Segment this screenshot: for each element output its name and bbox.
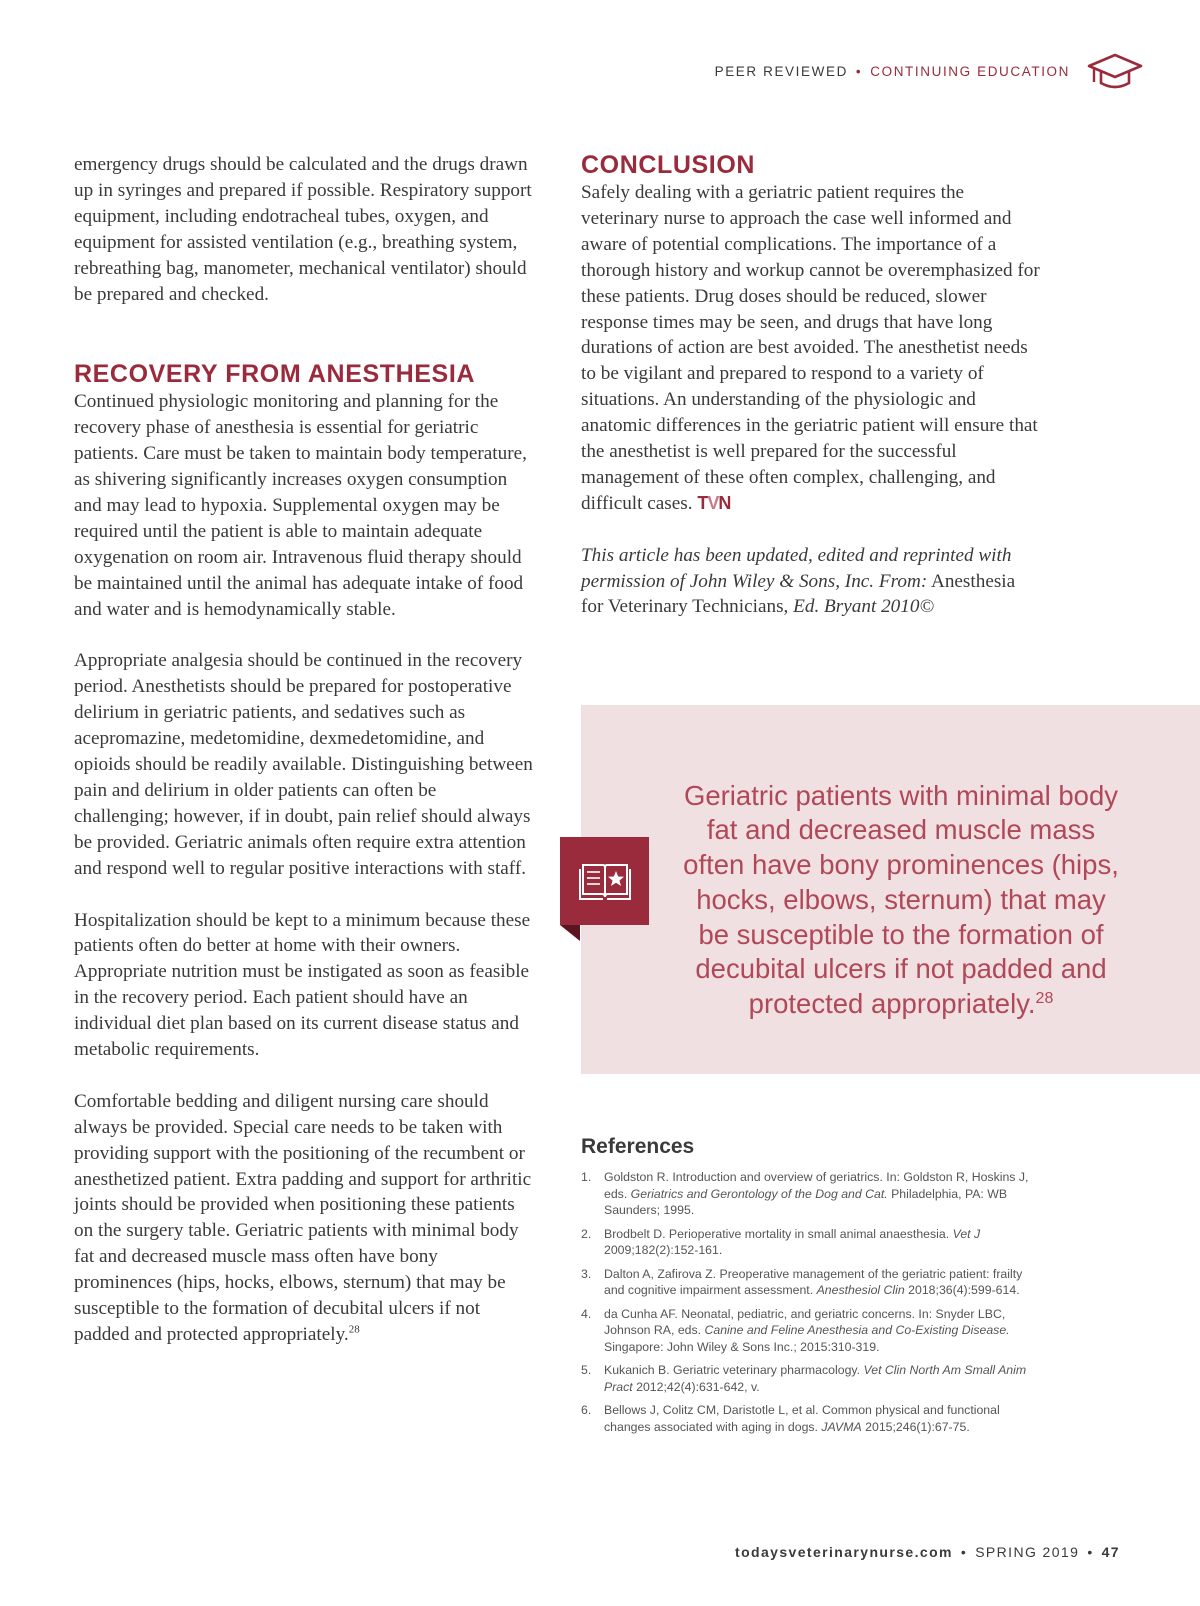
recovery-paragraph-4-text: Comfortable bedding and diligent nursing care should always be provided. Special care needs to be taken with providing support with the positioning of the recumbent or anesthetized patient. Extra padding and support for arthritic joints should be provided when positioning these patients on the surgery table. Geriatric patients with minimal body fat and decreased muscle mass often have bony prominences (hips, hocks, elbows, sternum) that may be susceptible to the formation of decubital ulcers if not padded and protected appropriately. bbox=[74, 1090, 532, 1346]
reference-item bbox=[581, 1306, 1031, 1356]
reference-text bbox=[604, 1362, 1031, 1395]
reference-text-a: Brodbelt D. Perioperative mortality in small animal anaesthesia. bbox=[604, 1226, 953, 1241]
right-column bbox=[581, 150, 1041, 646]
left-column bbox=[74, 152, 534, 1374]
references-section bbox=[581, 1135, 1031, 1442]
reference-text bbox=[604, 1306, 1031, 1356]
intro-paragraph: emergency drugs should be calculated and the drugs drawn up in syringes and prepared if possible. Respiratory support equipment, including endotracheal tubes, oxygen, and equipment for assisted ventilation (e.g., breathing system, rebreathing bag, manometer, mechanical ventilator) should be prepared and checked. bbox=[74, 154, 532, 305]
recovery-paragraph-2: Appropriate analgesia should be continued in the recovery period. Anesthetists should be prepared for postoperative delirium in geriatric patients, and sedatives such as acepromazine, medetomidine, dexmedetomidine, and opioids should be readily available. Distinguishing between pain and delirium in older patients can often be challenging; however, if in doubt, pain relief should always be provided. Geriatric animals often require extra attention and respond well to regular positive interactions with staff. bbox=[74, 650, 533, 879]
pull-quote-body: Geriatric patients with minimal body fat and decreased muscle mass often have bony prominences (hips, hocks, elbows, sternum) that may be susceptible to the formation of decubital ulcers if not padded and protected appropriately. bbox=[683, 779, 1119, 1020]
reference-text bbox=[604, 1226, 1031, 1259]
reference-item bbox=[581, 1362, 1031, 1395]
reference-number: 6. bbox=[581, 1403, 592, 1417]
reference-item bbox=[581, 1266, 1031, 1299]
footer-issue: SPRING 2019 bbox=[975, 1544, 1080, 1560]
reference-text-b: Singapore: John Wiley & Sons Inc.; 2015:310-319. bbox=[604, 1339, 880, 1354]
tvn-logo-n: N bbox=[718, 492, 731, 513]
footer-site-link[interactable]: todaysveterinarynurse.com bbox=[735, 1544, 953, 1560]
reference-text-italic: Vet Clin North Am Small Anim Pract bbox=[604, 1363, 1027, 1394]
reference-item bbox=[581, 1226, 1031, 1259]
recovery-paragraph-4 bbox=[74, 1089, 534, 1348]
reference-text-a: da Cunha AF. Neonatal, pediatric, and geriatric concerns. In: Snyder LBC, Johnson RA, eds. bbox=[604, 1306, 1006, 1337]
book-star-icon bbox=[579, 859, 631, 903]
header-category: CONTINUING EDUCATION bbox=[870, 64, 1070, 79]
credit-book-title: Anesthesia for Veterinary Technicians, bbox=[581, 570, 1016, 618]
pull-quote-box bbox=[581, 705, 1200, 1074]
reference-text-b: Philadelphia, PA: WB Saunders; 1995. bbox=[604, 1186, 1008, 1217]
footer-separator-1: • bbox=[960, 1544, 968, 1560]
credit-italic-1: This article has been updated, edited and reprinted with permission of John Wiley & Sons, Inc. From: bbox=[581, 544, 1012, 592]
reference-item bbox=[581, 1169, 1031, 1219]
recovery-paragraph-1: Continued physiologic monitoring and planning for the recovery phase of anesthesia is essential for geriatric patients. Care must be taken to maintain body temperature, as shivering significantly increases oxygen consumption and may lead to hypoxia. Supplemental oxygen may be required until the patient is able to maintain adequate oxygenation on room air. Intravenous fluid therapy should be maintained until the animal has adequate intake of food and water and is hemodynamically stable. bbox=[74, 391, 527, 620]
reference-text bbox=[604, 1402, 1031, 1435]
reference-text-a: Dalton A, Zafirova Z. Preoperative management of the geriatric patient: frailty and cognitive impairment assessment. bbox=[604, 1266, 1023, 1297]
reference-text-b: 2015;246(1):67-75. bbox=[861, 1419, 970, 1434]
reference-text-a: Kukanich B. Geriatric veterinary pharmacology. bbox=[604, 1363, 864, 1377]
reprint-credit bbox=[581, 543, 1041, 621]
page-number: 47 bbox=[1101, 1544, 1120, 1560]
reference-text bbox=[604, 1169, 1031, 1219]
header-separator: • bbox=[855, 64, 863, 79]
running-header bbox=[715, 64, 1070, 79]
pull-quote-text bbox=[681, 779, 1121, 1023]
conclusion-text: Safely dealing with a geriatric patient requires the veterinary nurse to approach the case well informed and aware of potential complications. The importance of a thorough history and workup cannot be overemphasized for these patients. Drug doses should be reduced, slower response times may be seen, and drugs that have long durations of action are best avoided. The anesthetist needs to be vigilant and prepared to respond to a variety of situations. An understanding of the physiologic and anatomic differences in the geriatric patient will ensure that the anesthetist is well prepared for the successful management of these often complex, challenging, and difficult cases. bbox=[581, 182, 1040, 514]
reference-text-italic: Canine and Feline Anesthesia and Co-Existing Disease. bbox=[704, 1323, 1010, 1337]
reference-text bbox=[604, 1266, 1031, 1299]
tvn-logo bbox=[697, 493, 730, 513]
graduation-cap-icon bbox=[1086, 52, 1144, 92]
book-badge-fold bbox=[560, 925, 580, 941]
conclusion-heading: CONCLUSION bbox=[581, 151, 756, 179]
reference-text-italic: JAVMA bbox=[821, 1419, 862, 1434]
reference-text-a: Bellows J, Colitz CM, Daristotle L, et al. Common physical and functional changes associated with aging in dogs. bbox=[604, 1403, 1000, 1434]
tvn-logo-v: V bbox=[707, 492, 719, 513]
header-section: PEER REVIEWED bbox=[714, 64, 848, 79]
reference-text-a: Goldston R. Introduction and overview of geriatrics. In: Goldston R, Hoskins J, eds. bbox=[604, 1170, 1029, 1201]
conclusion-paragraph bbox=[581, 180, 1041, 517]
footer-separator-2: • bbox=[1087, 1544, 1094, 1560]
reference-number: 4. bbox=[581, 1306, 592, 1321]
pull-quote-ref: 28 bbox=[1035, 990, 1054, 1008]
reference-number: 5. bbox=[581, 1363, 592, 1377]
tvn-logo-t: T bbox=[697, 492, 708, 513]
reference-text-b: 2018;36(4):599-614. bbox=[904, 1283, 1020, 1297]
reference-text-b: 2009;182(2):152-161. bbox=[604, 1243, 723, 1257]
reference-text-italic: Vet J bbox=[952, 1226, 981, 1241]
references-list bbox=[581, 1169, 1031, 1435]
references-title: References bbox=[581, 1135, 695, 1158]
reference-text-italic: Geriatrics and Gerontology of the Dog and Cat. bbox=[630, 1186, 888, 1201]
page-footer bbox=[735, 1544, 1120, 1560]
reference-number: 1. bbox=[581, 1170, 592, 1184]
reference-number: 3. bbox=[581, 1266, 592, 1281]
reference-number: 2. bbox=[581, 1226, 592, 1241]
credit-italic-2: Ed. Bryant 2010© bbox=[793, 596, 935, 618]
reference-text-b: 2012;42(4):631-642, v. bbox=[632, 1379, 760, 1394]
reference-text-italic: Anesthesiol Clin bbox=[816, 1283, 905, 1297]
recovery-paragraph-3: Hospitalization should be kept to a minimum because these patients often do better at home with their owners. Appropriate nutrition must be instigated as soon as feasible in the recovery period. Each patient should have an individual diet plan based on its current disease status and metabolic requirements. bbox=[74, 909, 531, 1061]
book-badge bbox=[560, 837, 649, 925]
recovery-heading: RECOVERY FROM ANESTHESIA bbox=[74, 360, 476, 389]
reference-item bbox=[581, 1402, 1031, 1435]
reference-superscript: 28 bbox=[348, 1323, 360, 1336]
